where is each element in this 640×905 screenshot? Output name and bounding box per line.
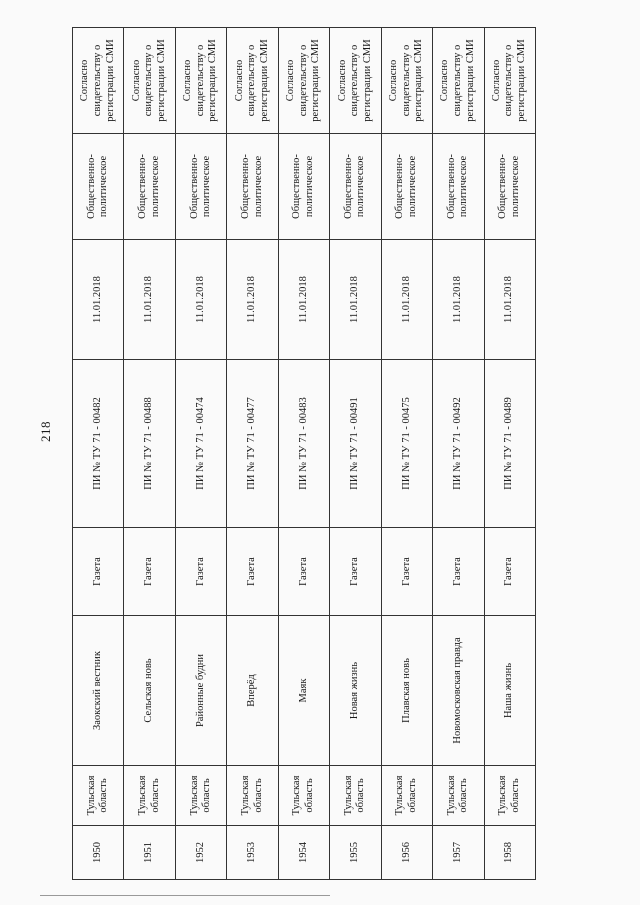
topic-cell: Общественно-политическое <box>227 134 278 240</box>
table-row <box>381 28 432 880</box>
registration-number-cell: ПИ № ТУ 71 - 00474 <box>175 360 226 528</box>
registration-date-cell: 11.01.2018 <box>330 240 381 360</box>
registration-number-cell: ПИ № ТУ 71 - 00488 <box>124 360 175 528</box>
region-cell: Тульская область <box>124 766 175 826</box>
media-type-cell: Газета <box>484 528 536 616</box>
note-cell: Согласно свидетельству о регистрации СМИ <box>175 28 226 134</box>
page-number: 218 <box>38 421 53 442</box>
rotated-table-frame <box>72 28 536 880</box>
entry-number-cell: 1957 <box>433 826 484 880</box>
region-cell: Тульская область <box>73 766 124 826</box>
media-type-cell: Газета <box>227 528 278 616</box>
publication-name-cell: Сельская новь <box>124 616 175 766</box>
entry-number-cell: 1955 <box>330 826 381 880</box>
registration-date-cell: 11.01.2018 <box>381 240 432 360</box>
registration-number-cell: ПИ № ТУ 71 - 00483 <box>278 360 329 528</box>
table-row <box>175 28 226 880</box>
registration-number-cell: ПИ № ТУ 71 - 00477 <box>227 360 278 528</box>
entry-number-cell: 1956 <box>381 826 432 880</box>
table-row <box>124 28 175 880</box>
media-registry-table <box>72 27 536 880</box>
registration-date-cell: 11.01.2018 <box>73 240 124 360</box>
publication-name-cell: Плавская новь <box>381 616 432 766</box>
entry-number-cell: 1951 <box>124 826 175 880</box>
registration-number-cell: ПИ № ТУ 71 - 00482 <box>73 360 124 528</box>
registration-date-cell: 11.01.2018 <box>124 240 175 360</box>
publication-name-cell: Районные будни <box>175 616 226 766</box>
topic-cell: Общественно-политическое <box>433 134 484 240</box>
topic-cell: Общественно-политическое <box>73 134 124 240</box>
registration-date-cell: 11.01.2018 <box>227 240 278 360</box>
table-row <box>330 28 381 880</box>
entry-number-cell: 1954 <box>278 826 329 880</box>
topic-cell: Общественно-политическое <box>330 134 381 240</box>
topic-cell: Общественно-политическое <box>381 134 432 240</box>
registration-date-cell: 11.01.2018 <box>278 240 329 360</box>
topic-cell: Общественно-политическое <box>124 134 175 240</box>
note-cell: Согласно свидетельству о регистрации СМИ <box>73 28 124 134</box>
media-type-cell: Газета <box>381 528 432 616</box>
topic-cell: Общественно-политическое <box>484 134 536 240</box>
media-type-cell: Газета <box>433 528 484 616</box>
table-row <box>484 28 536 880</box>
registration-date-cell: 11.01.2018 <box>175 240 226 360</box>
table-row <box>227 28 278 880</box>
note-cell: Согласно свидетельству о регистрации СМИ <box>227 28 278 134</box>
topic-cell: Общественно-политическое <box>175 134 226 240</box>
publication-name-cell: Маяк <box>278 616 329 766</box>
registry-table-container <box>72 28 536 880</box>
table-row <box>73 28 124 880</box>
media-type-cell: Газета <box>124 528 175 616</box>
note-cell: Согласно свидетельству о регистрации СМИ <box>433 28 484 134</box>
registration-number-cell: ПИ № ТУ 71 - 00475 <box>381 360 432 528</box>
entry-number-cell: 1952 <box>175 826 226 880</box>
publication-name-cell: Наша жизнь <box>484 616 536 766</box>
region-cell: Тульская область <box>381 766 432 826</box>
table-row <box>433 28 484 880</box>
publication-name-cell: Новомосковская правда <box>433 616 484 766</box>
registration-date-cell: 11.01.2018 <box>484 240 536 360</box>
media-type-cell: Газета <box>175 528 226 616</box>
publication-name-cell: Вперёд <box>227 616 278 766</box>
note-cell: Согласно свидетельству о регистрации СМИ <box>484 28 536 134</box>
note-cell: Согласно свидетельству о регистрации СМИ <box>381 28 432 134</box>
table-row <box>278 28 329 880</box>
media-type-cell: Газета <box>278 528 329 616</box>
region-cell: Тульская область <box>433 766 484 826</box>
registration-date-cell: 11.01.2018 <box>433 240 484 360</box>
region-cell: Тульская область <box>175 766 226 826</box>
media-type-cell: Газета <box>73 528 124 616</box>
region-cell: Тульская область <box>330 766 381 826</box>
note-cell: Согласно свидетельству о регистрации СМИ <box>330 28 381 134</box>
page-bottom-rule <box>40 895 330 896</box>
region-cell: Тульская область <box>484 766 536 826</box>
topic-cell: Общественно-политическое <box>278 134 329 240</box>
note-cell: Согласно свидетельству о регистрации СМИ <box>124 28 175 134</box>
publication-name-cell: Заокский вестник <box>73 616 124 766</box>
publication-name-cell: Новая жизнь <box>330 616 381 766</box>
entry-number-cell: 1950 <box>73 826 124 880</box>
region-cell: Тульская область <box>278 766 329 826</box>
entry-number-cell: 1953 <box>227 826 278 880</box>
region-cell: Тульская область <box>227 766 278 826</box>
entry-number-cell: 1958 <box>484 826 536 880</box>
registration-number-cell: ПИ № ТУ 71 - 00491 <box>330 360 381 528</box>
registration-number-cell: ПИ № ТУ 71 - 00489 <box>484 360 536 528</box>
media-type-cell: Газета <box>330 528 381 616</box>
note-cell: Согласно свидетельству о регистрации СМИ <box>278 28 329 134</box>
registration-number-cell: ПИ № ТУ 71 - 00492 <box>433 360 484 528</box>
